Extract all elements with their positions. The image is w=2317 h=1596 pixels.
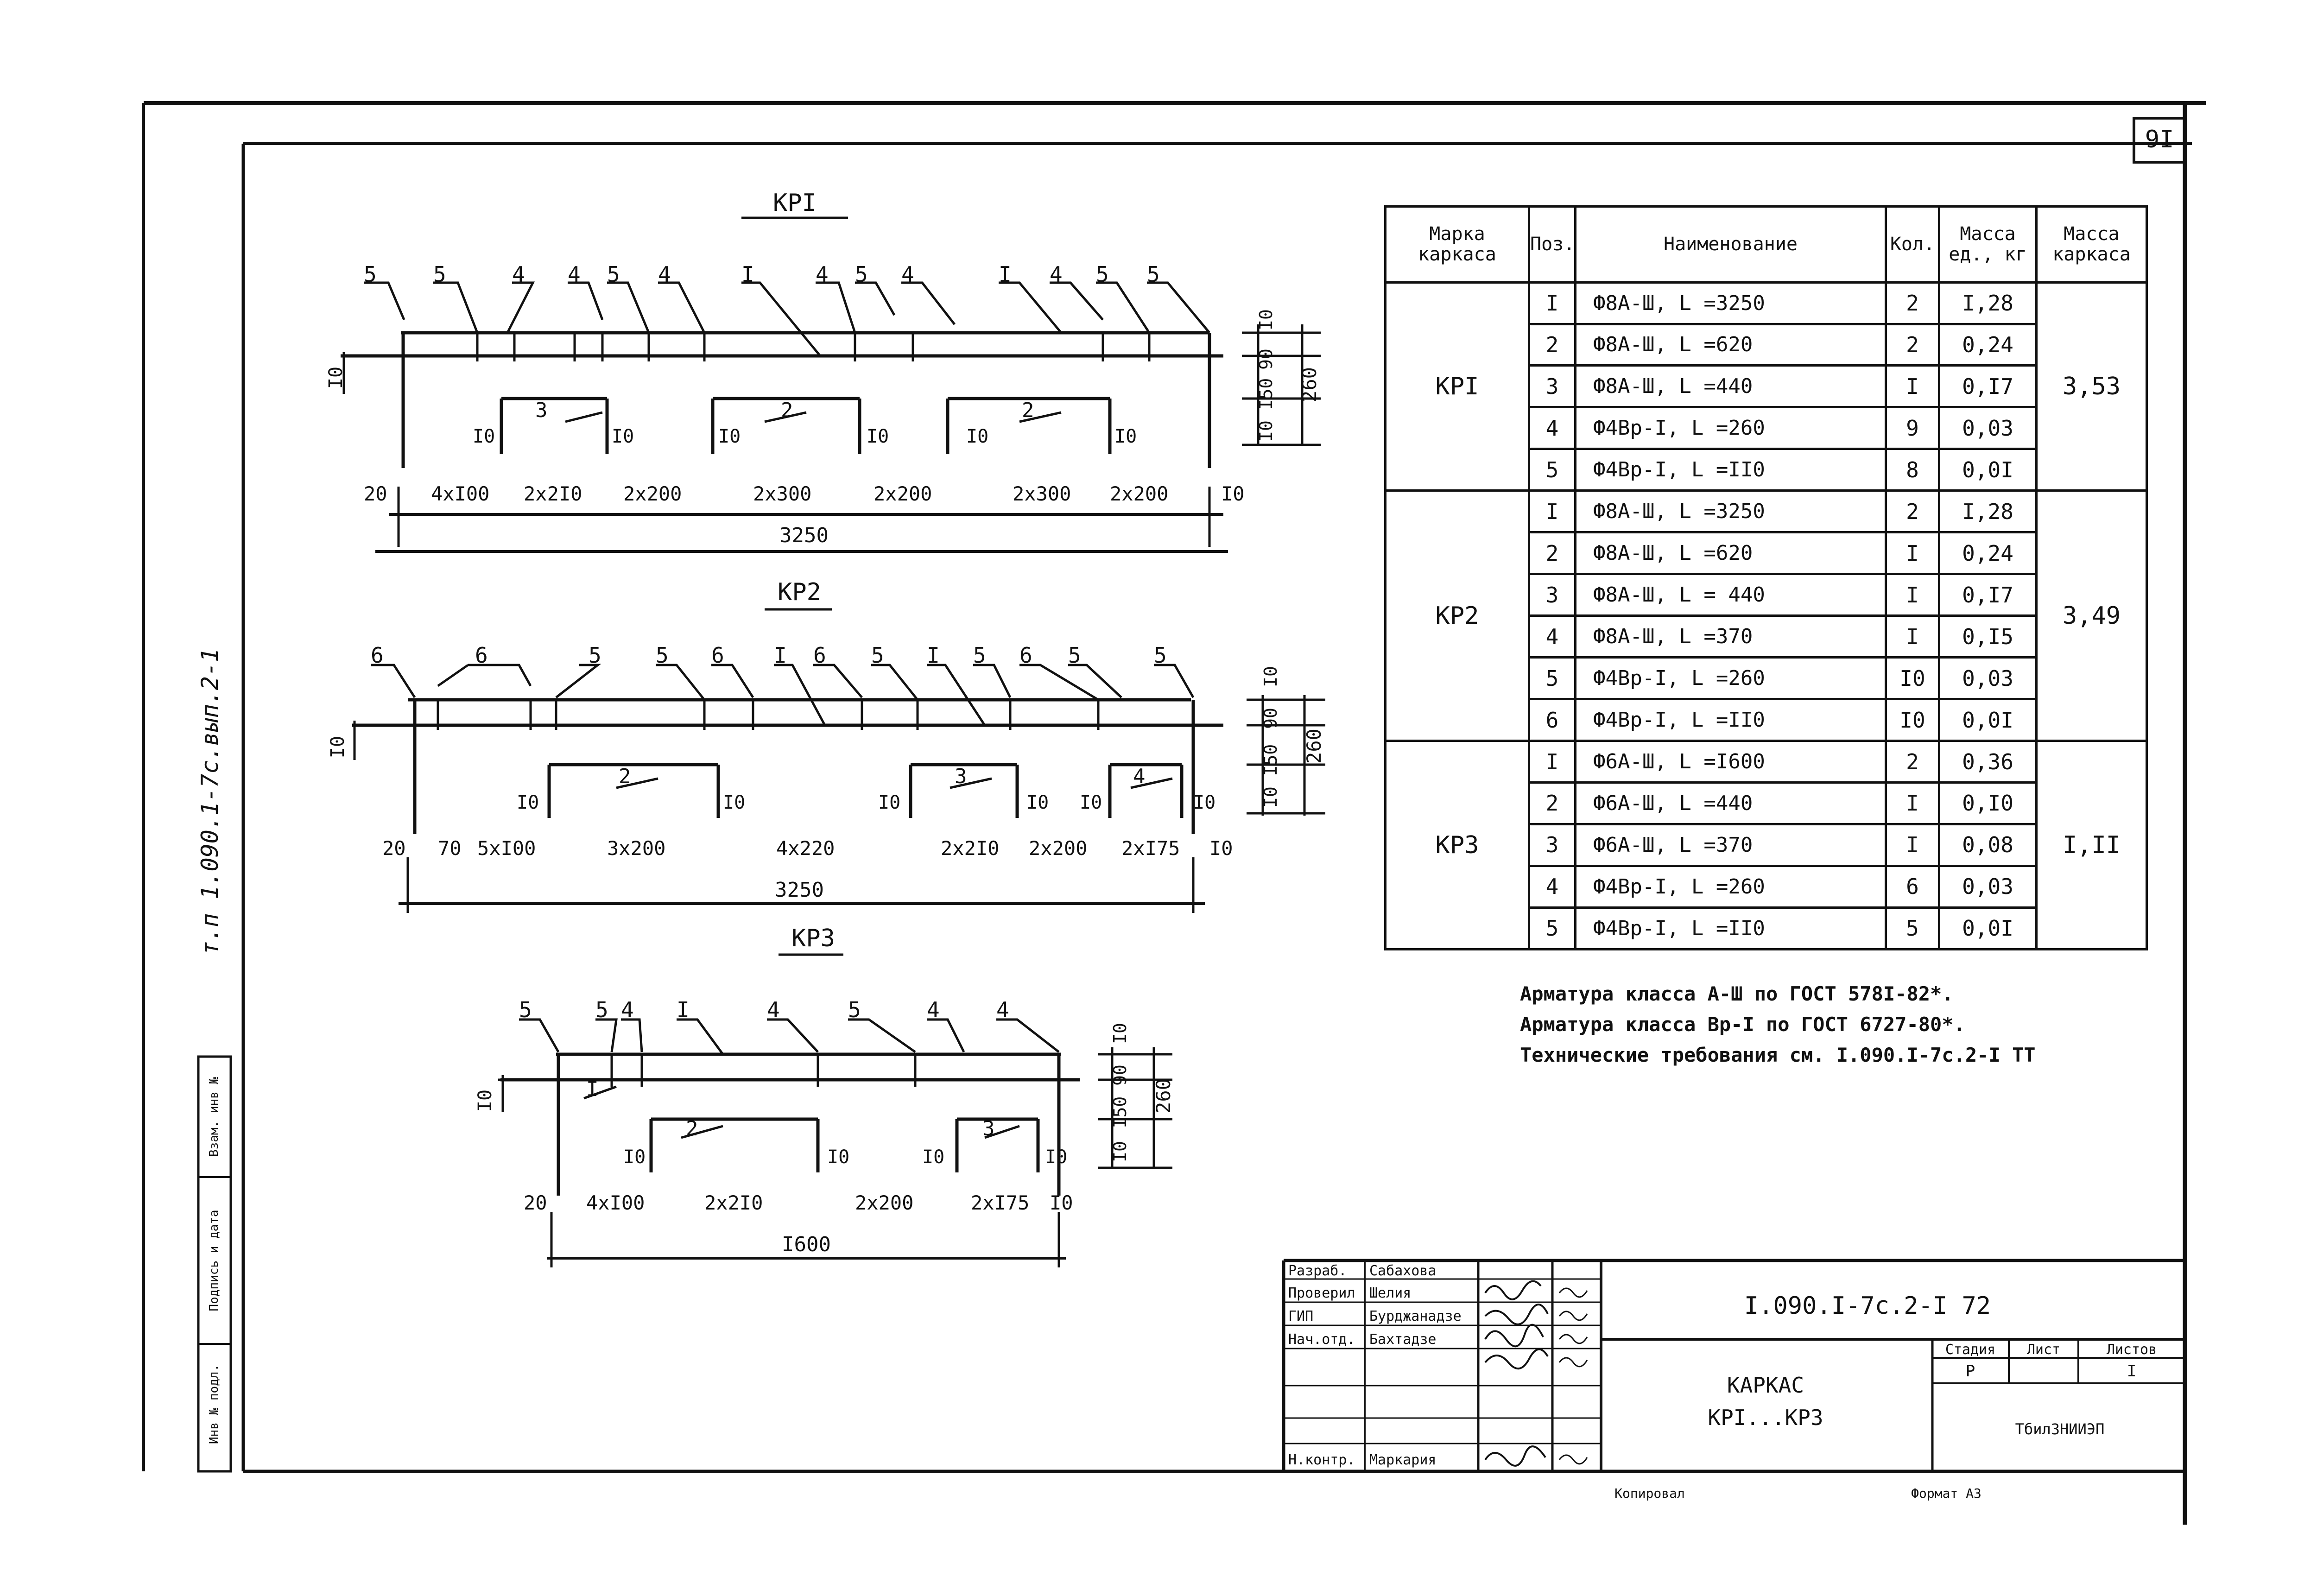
kp1-gap: I0 [966,426,989,447]
kp3-bar-label: 3 [982,1117,995,1140]
kp2-left-dim: I0 [327,735,348,759]
kp1-title: КРI [773,189,817,217]
kp3-callout: I [677,997,690,1022]
kp2-spacing: 4x220 [776,837,835,860]
kp2-gap: I0 [1026,792,1049,813]
kp2-callout: I [927,643,940,668]
person: Бахтадзе [1369,1331,1437,1348]
role: Нач.отд. [1288,1331,1355,1348]
cell-mass: 0,03 [1939,866,2037,907]
cell-name: Ф8А-Ш, L =620 [1576,324,1886,366]
kp1-spacing: 2x300 [753,482,812,505]
cell-mass: 0,I5 [1939,616,2037,658]
header-frame-mass: Масса каркаса [2037,207,2147,283]
kp2-bar-label: 2 [619,765,631,788]
kp2-bar-label: 3 [955,765,967,788]
cell-mass: 0,03 [1939,658,2037,699]
role: Н.контр. [1288,1452,1355,1468]
cell-name: Ф4Вр-I, L =260 [1576,866,1886,907]
kp1-callout: I [999,262,1012,287]
kp2-gap: I0 [1193,792,1216,813]
cell-qty: I [1886,783,1939,824]
kp3-left-dim: I0 [475,1089,496,1112]
drawing-subtitle: КРI...КР3 [1708,1405,1823,1430]
header-qty: Кол. [1886,207,1939,283]
side-label-inv: Инв № подл. [207,1364,221,1444]
kp1-callout: 4 [1050,262,1063,287]
kp1-callout: 4 [568,262,581,287]
cell-qty: 9 [1886,407,1939,449]
kp3-height: 260 [1152,1078,1175,1114]
kp2-callout: 6 [371,643,384,668]
cell-name: Ф8А-Ш, L =370 [1576,616,1886,658]
kp1-spacing: I0 [1221,482,1245,505]
kp2-callout: I [774,643,787,668]
sheets-value: I [2127,1362,2137,1381]
kp1-left-dim: I0 [325,366,347,389]
header-name: Наименование [1576,207,1886,283]
kp3-gap: I0 [827,1146,850,1168]
cell-name: Ф6А-Ш, L =370 [1576,824,1886,866]
kp1-callout: 5 [364,262,377,287]
kp3-callout: 4 [767,997,780,1022]
note-line: Арматура класса Вр-I по ГОСТ 6727-80*. [1520,1013,1965,1036]
kp3-bar-label: I [586,1077,599,1101]
cell-qty: 8 [1886,449,1939,491]
kp2-callout: 6 [711,643,724,668]
kp1-callout: I [741,262,754,287]
kp2-bar-label: 4 [1133,765,1146,788]
person: Маркария [1369,1452,1437,1468]
kp1-total: 3250 [779,524,829,547]
cell-pos: 5 [1529,907,1576,949]
cell-pos: 4 [1529,407,1576,449]
cell-pos: 2 [1529,532,1576,574]
cell-pos: 4 [1529,616,1576,658]
cell-qty: I [1886,366,1939,407]
kp1-gap: I0 [473,426,495,447]
kp1-spacing: 2x200 [874,482,932,505]
kp2-spacing: 5xI00 [477,837,536,860]
kp3-spacing: 2x2I0 [704,1191,763,1214]
cell-name: Ф4Вр-I, L =260 [1576,407,1886,449]
cell-qty: I [1886,574,1939,616]
kp3-right-dim: I0 [1110,1023,1130,1044]
kp2-right-dim: I0 [1260,786,1281,808]
kp3-callout: 4 [927,997,940,1022]
kp3-spacing: I0 [1050,1191,1073,1214]
kp2-callout: 5 [589,643,601,668]
cell-name: Ф8А-Ш, L =440 [1576,366,1886,407]
kp3-spacing: 20 [524,1191,547,1214]
cell-mass: 0,0I [1939,699,2037,741]
kp1-callout: 5 [433,262,446,287]
role: Проверил [1288,1285,1355,1301]
sheet-number: 9I [2145,126,2174,153]
cell-mass: 0,0I [1939,907,2037,949]
kp1-spacing: 4xI00 [431,482,490,505]
kp1-spacing: 2x200 [1110,482,1169,505]
cell-mass: 0,I0 [1939,783,2037,824]
document-code: I.090.I-7с.2-I 72 [1744,1292,1991,1320]
kp1-spacing: 2x300 [1013,482,1071,505]
kp2-spacing: 2xI75 [1121,837,1180,860]
kp2-right-dim: 90 [1260,708,1281,729]
kp2-right-dim: I50 [1260,744,1281,776]
kp2-total: 3250 [775,878,824,902]
header-mark: Марка каркаса [1386,207,1529,283]
kp1-spacing: 2x200 [623,482,682,505]
kp1-gap: I0 [867,426,889,447]
kp1-bar-label: 2 [781,399,793,422]
kp3-spacing: 2x200 [855,1191,914,1214]
kp1-gap: I0 [718,426,741,447]
cell-qty: I [1886,532,1939,574]
copied-by-label: Копировал [1614,1486,1685,1501]
cell-qty: 2 [1886,324,1939,366]
kp3-right-dim: I50 [1110,1096,1130,1128]
cell-mass: 0,0I [1939,449,2037,491]
frame-mass: 3,53 [2037,282,2147,491]
cell-qty: I [1886,824,1939,866]
kp2-callout: 5 [973,643,986,668]
kp1-right-dim: I0 [1256,309,1276,330]
cell-qty: 2 [1886,282,1939,324]
cell-pos: 3 [1529,824,1576,866]
cell-pos: 2 [1529,783,1576,824]
note-line: Технические требования см. I.090.I-7с.2-I ТТ [1520,1044,2036,1066]
cell-pos: 3 [1529,574,1576,616]
kp1-height: 260 [1298,367,1321,402]
kp1-callout: 4 [658,262,671,287]
cell-pos: I [1529,491,1576,532]
cell-mass: 0,24 [1939,324,2037,366]
cell-name: Ф8А-Ш, L = 440 [1576,574,1886,616]
cell-name: Ф6А-Ш, L =440 [1576,783,1886,824]
kp1-callout: 5 [1147,262,1160,287]
kp1-gap: I0 [612,426,634,447]
kp2-callout: 5 [1068,643,1081,668]
kp2-callout: 6 [813,643,826,668]
cell-name: Ф6А-Ш, L =I600 [1576,741,1886,783]
cell-qty: 2 [1886,741,1939,783]
kp3-callout: 4 [621,997,634,1022]
header-pos: Поз. [1529,207,1576,283]
kp2-callout: 5 [871,643,884,668]
kp3-callout: 5 [595,997,608,1022]
kp3-gap: I0 [922,1146,945,1168]
side-stamp: т.п 1.090.1-7с.вып.2-1 [196,648,223,956]
sheet-header: Лист [2026,1342,2061,1358]
cell-mass: 0,24 [1939,532,2037,574]
kp1-spacing: 20 [364,482,387,505]
cell-pos: 6 [1529,699,1576,741]
cell-mass: 0,08 [1939,824,2037,866]
kp1-bar-label: 3 [535,399,548,422]
kp1-right-dim: 90 [1256,348,1276,370]
cell-mass: I,28 [1939,282,2037,324]
format-label: Формат А3 [1911,1486,1981,1501]
cell-qty: I0 [1886,658,1939,699]
person: Сабахова [1369,1263,1437,1279]
kp2-callout: 6 [475,643,488,668]
kp2-spacing: 70 [438,837,462,860]
frame-mark: КР2 [1386,491,1529,741]
person: Бурджанадзе [1369,1308,1462,1324]
cell-qty: I [1886,616,1939,658]
kp2-right-dim: I0 [1260,666,1281,687]
cell-mass: 0,I7 [1939,366,2037,407]
cell-qty: 2 [1886,491,1939,532]
kp3-callout: 4 [996,997,1009,1022]
kp1-callout: 5 [1096,262,1109,287]
kp2-height: 260 [1303,728,1325,764]
kp1-right-dim: I0 [1256,420,1276,442]
organization: ТбилЗНИИЭП [2015,1420,2105,1438]
kp3-bar-label: 2 [686,1117,698,1140]
kp2-callout: 6 [1019,643,1032,668]
kp3-total: I600 [782,1233,831,1256]
person: Шелия [1369,1285,1412,1301]
kp2-callout: 5 [1154,643,1167,668]
kp2-gap: I0 [1080,792,1102,813]
kp1-callout: 4 [901,262,914,287]
stage-value: Р [1965,1362,1975,1381]
cell-mass: 0,36 [1939,741,2037,783]
side-label-signature: Подпись и дата [207,1210,221,1311]
kp2-callout: 5 [656,643,669,668]
kp1-right-dim: I50 [1256,378,1276,410]
kp2-spacing: 20 [382,837,406,860]
kp3-gap: I0 [1045,1146,1068,1168]
cell-name: Ф4Вр-I, L =II0 [1576,907,1886,949]
kp3-title: КР3 [791,925,835,952]
frame-mark: КРI [1386,282,1529,491]
cell-qty: 5 [1886,907,1939,949]
kp1-bar-label: 2 [1022,399,1034,422]
cell-name: Ф4Вр-I, L =II0 [1576,699,1886,741]
cell-pos: 5 [1529,449,1576,491]
role: Разраб. [1288,1263,1347,1279]
cell-name: Ф4Вр-I, L =II0 [1576,449,1886,491]
cell-pos: 3 [1529,366,1576,407]
kp2-title: КР2 [778,578,821,606]
kp3-callout: 5 [519,997,532,1022]
kp3-spacing: 2xI75 [971,1191,1030,1214]
kp1-callout: 4 [816,262,829,287]
cell-pos: I [1529,741,1576,783]
cell-mass: 0,03 [1939,407,2037,449]
role: ГИП [1288,1308,1314,1324]
kp3-right-dim: 90 [1110,1064,1130,1086]
kp2-gap: I0 [723,792,746,813]
kp2-spacing: 3x200 [607,837,666,860]
kp1-callout: 5 [855,262,868,287]
cell-name: Ф4Вр-I, L =260 [1576,658,1886,699]
frame-mass: I,II [2037,741,2147,950]
kp1-gap: I0 [1114,426,1137,447]
drawing-title: КАРКАС [1727,1373,1804,1398]
kp1-spacing: 2x2I0 [524,482,582,505]
header-unit-mass: Масса ед., кг [1939,207,2037,283]
cell-name: Ф8А-Ш, L =620 [1576,532,1886,574]
cell-name: Ф8А-Ш, L =3250 [1576,491,1886,532]
cell-pos: 5 [1529,658,1576,699]
kp3-callout: 5 [848,997,861,1022]
side-label-replace: Взам. инв № [207,1077,221,1157]
kp2-spacing: I0 [1209,837,1233,860]
frame-mass: 3,49 [2037,491,2147,741]
kp2-gap: I0 [517,792,539,813]
cell-qty: I0 [1886,699,1939,741]
cell-pos: I [1529,282,1576,324]
note-line: Арматура класса А-Ш по ГОСТ 578I-82*. [1520,982,1954,1005]
kp3-spacing: 4xI00 [586,1191,645,1214]
kp2-spacing: 2x2I0 [941,837,1000,860]
frame-mark: КР3 [1386,741,1529,950]
kp1-callout: 5 [607,262,620,287]
cell-name: Ф8А-Ш, L =3250 [1576,282,1886,324]
kp3-gap: I0 [623,1146,646,1168]
kp2-spacing: 2x200 [1029,837,1088,860]
stage-header: Стадия [1945,1342,1996,1358]
cell-qty: 6 [1886,866,1939,907]
cell-mass: I,28 [1939,491,2037,532]
kp1-callout: 4 [512,262,525,287]
cell-pos: 4 [1529,866,1576,907]
kp3-right-dim: I0 [1110,1141,1130,1162]
cell-pos: 2 [1529,324,1576,366]
sheets-header: Листов [2106,1342,2157,1358]
cell-mass: 0,I7 [1939,574,2037,616]
kp2-gap: I0 [878,792,901,813]
